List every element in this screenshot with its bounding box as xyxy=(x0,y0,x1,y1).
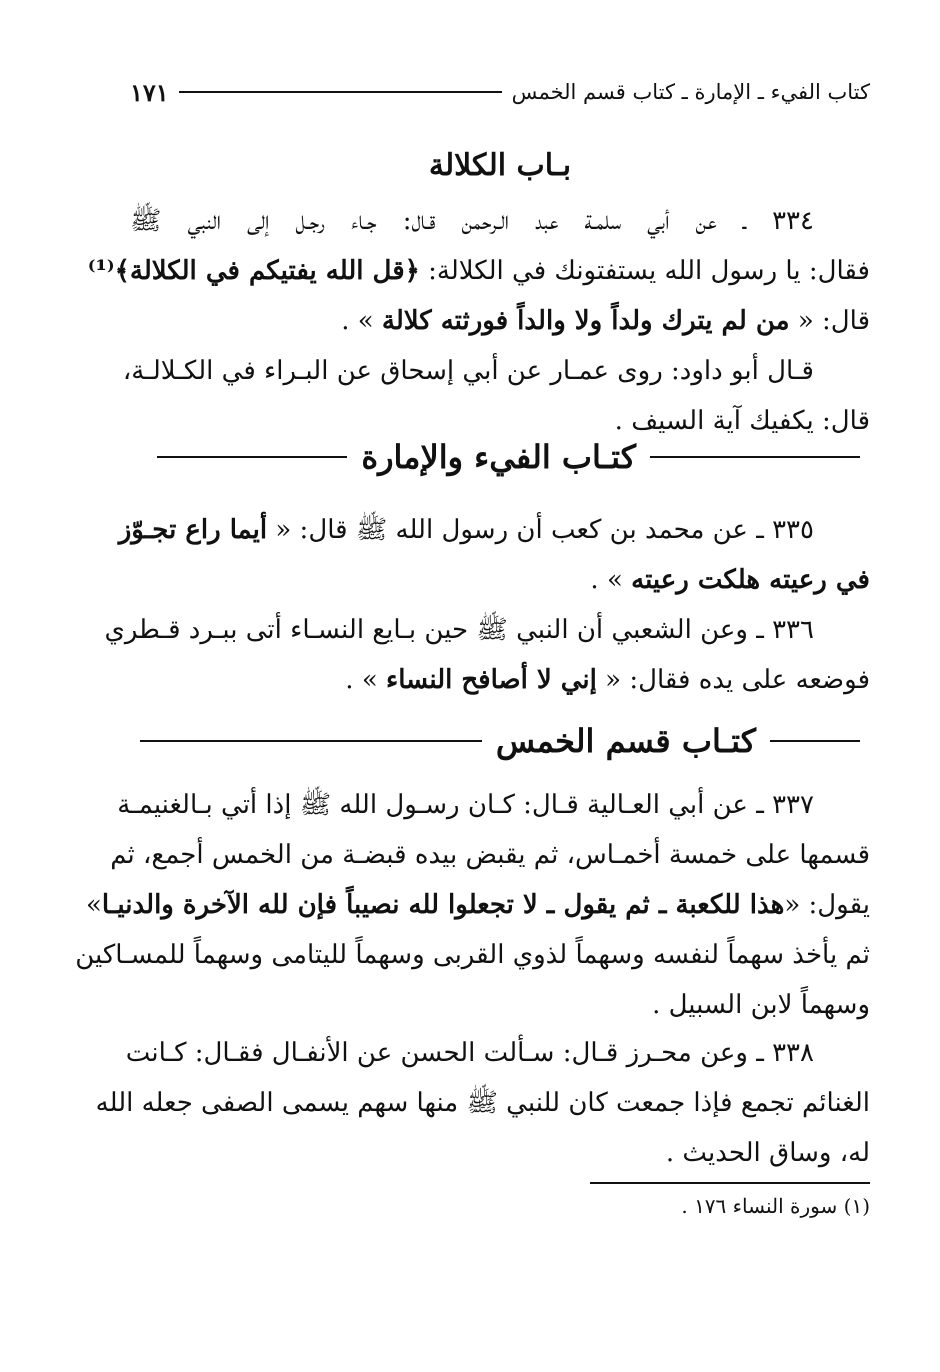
hadith-336-line-1: ٣٣٦ ـ وعن الشعبي أن النبي ﷺ حين بـايع النسـاء أتى ببـرد قـطري xyxy=(104,615,814,645)
footnote-rule xyxy=(590,1182,870,1184)
hadith-338-line-1: ٣٣٨ ـ وعن محـرز قـال: سـألت الحسن عن الأنفـال فقـال: كـانت xyxy=(125,1038,814,1068)
hadith-337-line-3-close: » xyxy=(85,890,102,920)
running-header xyxy=(130,72,870,112)
hadith-337-line-4: ثم يأخذ سهماً لنفسه وسهماً لذوي القربى وسهماً لليتامى وسهماً للمسـاكين xyxy=(75,940,870,970)
hadith-335-line-2-close: » . xyxy=(590,565,632,595)
abu-dawud-note xyxy=(122,346,870,446)
hadith-337-line-5: وسهماً لابن السبيل . xyxy=(652,990,870,1020)
footnote: (١) سورة النساء ١٧٦ . xyxy=(681,1194,870,1218)
hadith-336 xyxy=(104,605,870,705)
hadith-335-line-1-text: ٣٣٥ ـ عن محمد بن كعب أن رسول الله ﷺ قال: « xyxy=(267,515,814,545)
hadith-334-line-3 xyxy=(130,296,870,346)
chapter-title: بـاب الكلالة xyxy=(428,148,572,183)
hadith-338-line-3: له، وساق الحديث . xyxy=(665,1138,870,1168)
section-heading-fay xyxy=(140,432,860,482)
section-rule-left xyxy=(140,740,482,742)
hadith-335 xyxy=(118,505,870,605)
hadith-337 xyxy=(75,780,870,1030)
hadith-337-line-3 xyxy=(85,880,870,930)
hadith-337-line-1: ٣٣٧ ـ عن أبي العـالية قـال: كـان رسـول الله ﷺ إذا أتي بـالغنيمـة xyxy=(117,790,814,820)
section-rule-right xyxy=(650,456,860,458)
section-rule-right xyxy=(770,740,860,742)
hadith-337-line-2: قسمها على خمسة أخمـاس، ثم يقبض بيده قبضـة من الخمس أجمع، ثم xyxy=(110,840,870,870)
hadith-336-line-2-text: فوضعه على يده فقال: « xyxy=(596,665,870,695)
hadith-335-saying-end: في رعيته هلكت رعيته xyxy=(631,565,870,595)
hadith-334-line-1: ٣٣٤ ـ عن أبي سلمـة عبد الـرحمن قـال: جـاء رجـل إلى النبي ﷺ xyxy=(130,206,814,236)
hadith-338-line-2: الغنائم تجمع فإذا جمعت كان للنبي ﷺ منها سهم يسمى الصفى جعله الله xyxy=(95,1088,870,1118)
section-heading-khums xyxy=(140,716,860,766)
hadith-335-line-2 xyxy=(130,555,870,605)
hadith-337-saying: هذا للكعبة ـ ثم يقول ـ لا تجعلوا لله نصيباً فإن لله الآخرة والدنيـا xyxy=(101,890,785,920)
hadith-334-line-3-close: » . xyxy=(341,306,382,336)
page-number: ١٧١ xyxy=(130,77,169,107)
abu-dawud-line-2: قال: يكفيك آية السيف . xyxy=(614,406,870,436)
hadith-336-line-2-close: » . xyxy=(345,665,386,695)
header-rule xyxy=(179,91,502,93)
hadith-334-saying: من لم يترك ولداً ولا والداً فورثته كلالة xyxy=(381,306,790,336)
section-title-khums: كتـاب قسم الخمس xyxy=(495,722,756,760)
section-title-fay: كتـاب الفيء والإمارة xyxy=(361,438,636,476)
hadith-337-line-3-open: يقول: « xyxy=(784,890,870,920)
abu-dawud-line-1: قـال أبو داود: روى عمـار عن أبي إسحاق عن البـراء في الكـلالـة، xyxy=(122,356,814,386)
hadith-335-saying-start: أيما راع تجـوّز xyxy=(118,515,268,545)
hadith-334-line-3-open: قال: « xyxy=(789,306,870,336)
hadith-336-line-2 xyxy=(130,655,870,705)
section-rule-left xyxy=(157,456,347,458)
hadith-334-line-2-text: فقال: يا رسول الله يستفتونك في الكلالة: xyxy=(419,256,870,286)
hadith-335-line-1 xyxy=(118,505,870,555)
running-title: كتاب الفيء ـ الإمارة ـ كتاب قسم الخمس xyxy=(511,80,870,104)
hadith-338 xyxy=(95,1028,870,1178)
hadith-336-saying: إني لا أصافح النساء xyxy=(386,665,597,695)
quran-quote: ﴿قل الله يفتيكم في الكلالة﴾⁽¹⁾ xyxy=(87,256,420,286)
hadith-334 xyxy=(87,196,870,346)
hadith-334-line-2 xyxy=(87,246,870,296)
